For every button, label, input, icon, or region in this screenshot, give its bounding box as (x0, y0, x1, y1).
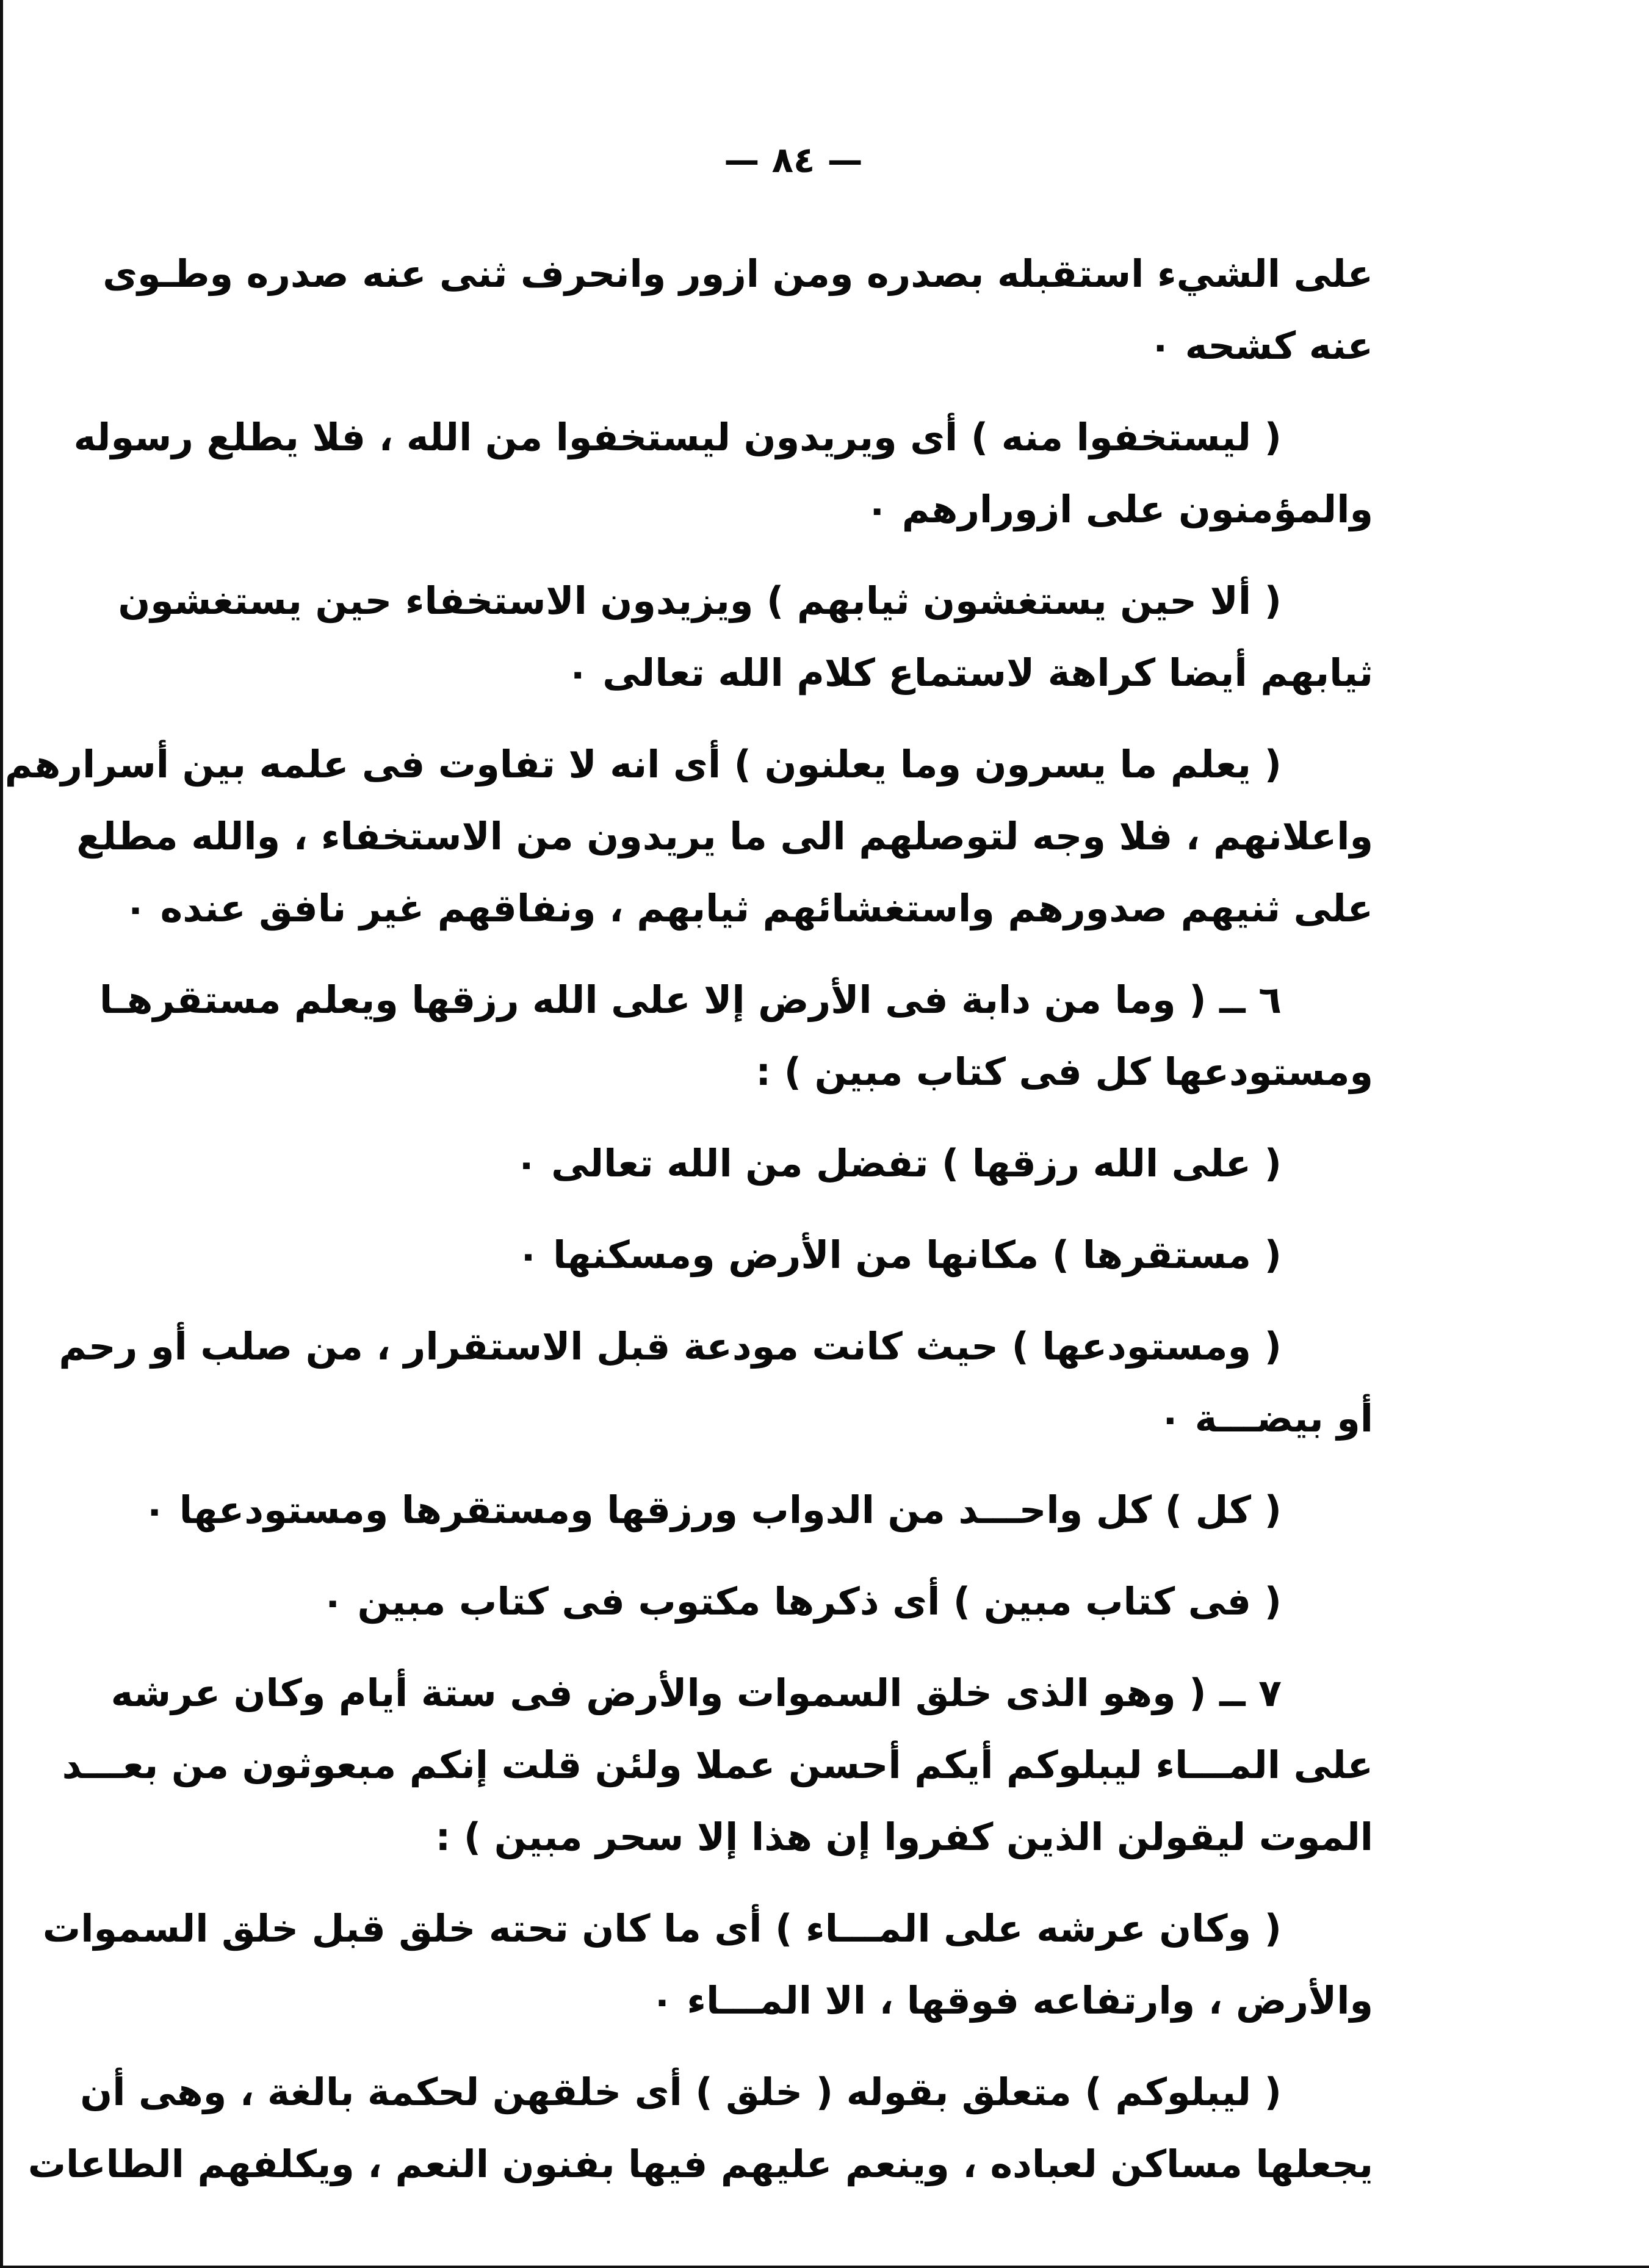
paragraph (214, 1566, 1373, 1638)
paragraph (27, 2056, 1373, 2200)
text-line: واعلانهم ، فلا وجه لتوصلهم الى ما يريدون من الاستخفاء ، والله مطلع (76, 814, 1373, 859)
scan-left-border (0, 0, 3, 2268)
text-line: ومستودعها كل فى كتاب مبين ) : (756, 1049, 1373, 1094)
text-line: على المـــاء ليبلوكم أيكم أحسن عملا ولئن قلت إنكم مبعوثون من بعـــد (62, 1743, 1373, 1787)
paragraph (103, 238, 1373, 382)
text-line: على الشيء استقبله بصدره ومن ازور وانحرف ثنى عنه صدره وطـوى (103, 251, 1373, 296)
text-line: ( ليبلوكم ) متعلق بقوله ( خلق ) أى خلقهن لحكمة بالغة ، وهى أن (80, 2070, 1282, 2114)
paragraph (4, 729, 1373, 945)
text-line: الموت ليقولن الذين كفروا إن هذا إلا سحر مبين ) : (435, 1815, 1373, 1859)
paragraph (214, 1219, 1373, 1291)
paragraph (143, 1474, 1373, 1546)
text-line: يجعلها مساكن لعباده ، وينعم عليهم فيها بفنون النعم ، ويكلفهم الطاعات (27, 2142, 1373, 2186)
text-line: ٧ ــ ( وهو الذى خلق السموات والأرض فى ستة أيام وكان عرشه (110, 1671, 1282, 1715)
text-body (4, 238, 1373, 2220)
text-line: ( ومستودعها ) حيث كانت مودعة قبل الاستقرار ، من صلب أو رحم (59, 1324, 1282, 1369)
text-line: ( فى كتاب مبين ) أى ذكرها مكتوب فى كتاب مبين ٠ (321, 1579, 1282, 1624)
text-line: على ثنيهم صدورهم واستغشائهم ثيابهم ، ونفاقهم غير نافق عنده ٠ (124, 886, 1373, 931)
page-number: — ٨٤ — (724, 139, 863, 181)
text-line: ( ألا حين يستغشون ثيابهم ) ويزيدون الاستخفاء حين يستغشون (118, 578, 1282, 623)
text-line: والأرض ، وارتفاعه فوقها ، الا المـــاء ٠ (650, 1978, 1373, 2023)
text-line: أو بيضـــة ٠ (1158, 1396, 1373, 1441)
paragraph (99, 964, 1373, 1108)
paragraph (42, 1893, 1373, 2037)
paragraph (118, 565, 1373, 709)
text-line: ثيابهم أيضا كراهة لاستماع كلام الله تعالى ٠ (566, 650, 1373, 695)
text-line: ( يعلم ما يسرون وما يعلنون ) أى انه لا تفاوت فى علمه بين أسرارهم (4, 742, 1282, 787)
text-line: ( مستقرها ) مكانها من الأرض ومسكنها ٠ (516, 1233, 1282, 1277)
paragraph (59, 1311, 1373, 1455)
paragraph (214, 1128, 1373, 1200)
paragraph (62, 1657, 1373, 1873)
scan-bottom-border (0, 2266, 1649, 2268)
text-line: ( على الله رزقها ) تفضل من الله تعالى ٠ (514, 1141, 1282, 1186)
text-line: ( وكان عرشه على المـــاء ) أى ما كان تحته خلق قبل خلق السموات (42, 1906, 1282, 1951)
text-line: ( ليستخفوا منه ) أى ويريدون ليستخفوا من الله ، فلا يطلع رسوله (73, 415, 1282, 459)
text-line: ٦ ــ ( وما من دابة فى الأرض إلا على الله رزقها ويعلم مستقرهـا (99, 977, 1282, 1022)
paragraph (73, 401, 1373, 545)
text-line: عنه كشحه ٠ (1149, 323, 1373, 368)
text-line: ( كل ) كل واحـــد من الدواب ورزقها ومستقرها ومستودعها ٠ (143, 1488, 1282, 1532)
text-line: والمؤمنون على ازورارهم ٠ (865, 487, 1373, 531)
